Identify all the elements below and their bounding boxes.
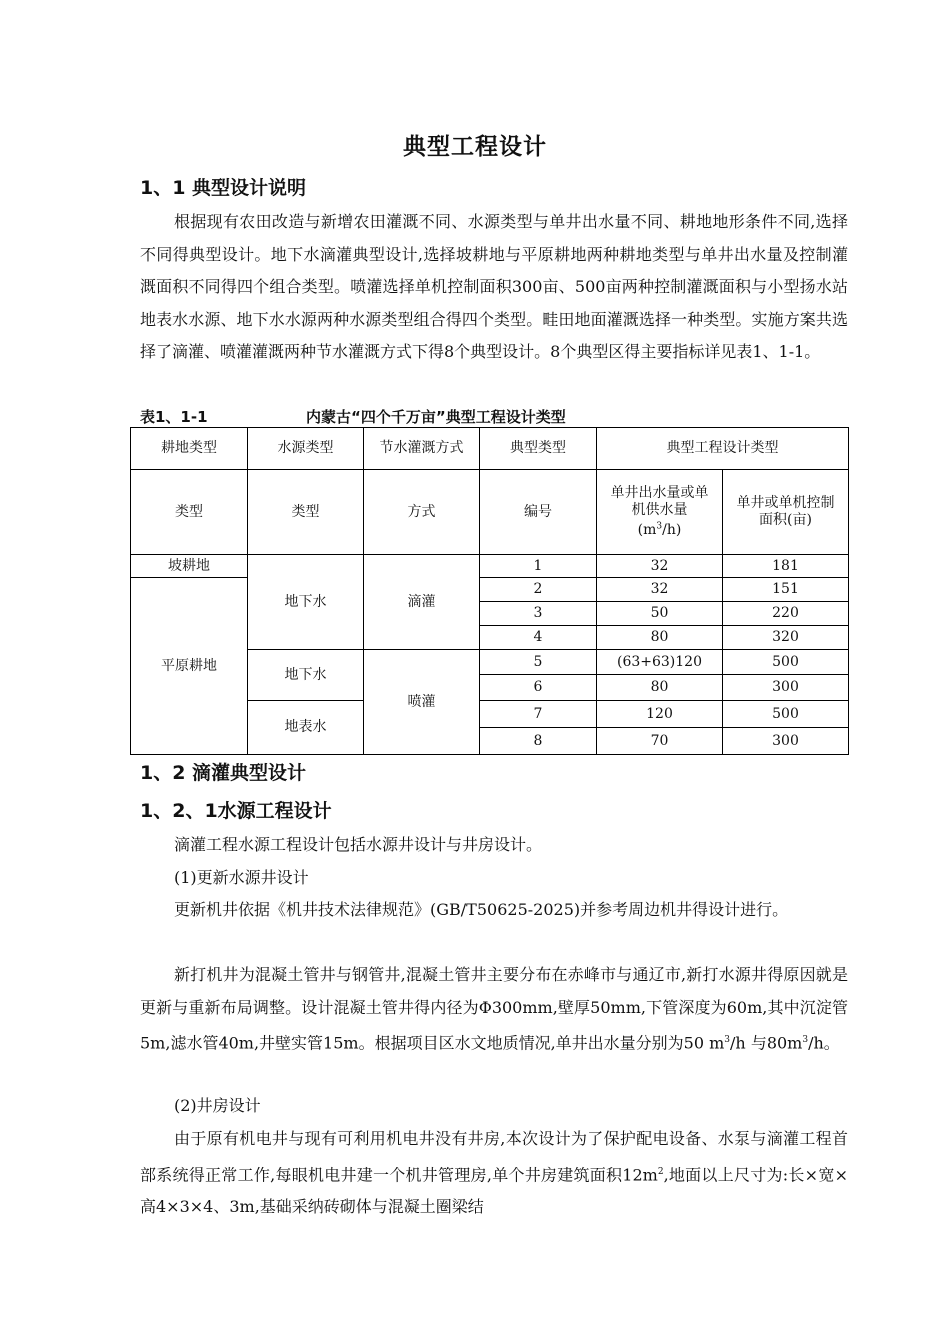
row-4-flow: 80 <box>597 626 723 650</box>
header-typical-type: 典型类型 <box>480 428 597 470</box>
table-caption-number: 表1、1-1 <box>140 408 208 426</box>
row-8-flow: 70 <box>597 728 723 755</box>
subheader-area: 单井或单机控制面积(亩) <box>723 470 849 555</box>
section-1-2-1-intro: 滴灌工程水源工程设计包括水源井设计与井房设计。 <box>174 835 543 854</box>
header-water-type: 水源类型 <box>248 428 364 470</box>
row-5-no: 5 <box>480 650 597 675</box>
land-plain-cell: 平原耕地 <box>131 578 248 755</box>
subheader-number: 编号 <box>480 470 597 555</box>
method-drip-cell: 滴灌 <box>364 555 480 650</box>
row-7-area: 500 <box>723 701 849 728</box>
row-6-flow: 80 <box>597 675 723 701</box>
row-2-area: 151 <box>723 578 849 602</box>
row-5-area: 500 <box>723 650 849 675</box>
row-2-no: 2 <box>480 578 597 602</box>
row-1-flow: 32 <box>597 555 723 578</box>
row-6-no: 6 <box>480 675 597 701</box>
item-2-heading: (2)井房设计 <box>174 1096 261 1115</box>
subheader-flow-label: 单井出水量或单机供水量 <box>610 484 709 518</box>
row-7-flow: 120 <box>597 701 723 728</box>
header-land-type: 耕地类型 <box>131 428 248 470</box>
section-heading-1-2-1: 1、2、1水源工程设计 <box>140 800 332 822</box>
header-method: 节水灌溉方式 <box>364 428 480 470</box>
subheader-flow-unit: $(m^3/h)$ <box>637 521 682 539</box>
row-1-no: 1 <box>480 555 597 578</box>
subheader-land-type: 类型 <box>131 470 248 555</box>
item-1-heading: (1)更新水源井设计 <box>174 868 309 887</box>
water-underground-cell-1: 地下水 <box>248 555 364 650</box>
well-design-paragraph: 更新机井依据《机井技术法律规范》(GB/T50625-2025)并参考周边机井得设计进行。 <box>174 900 789 919</box>
table-caption-title: 内蒙古“四个千万亩”典型工程设计类型 <box>306 408 566 426</box>
land-slope-cell: 坡耕地 <box>131 555 248 578</box>
row-3-flow: 50 <box>597 602 723 626</box>
row-2-flow: 32 <box>597 578 723 602</box>
well-house-paragraph: 由于原有机电井与现有可利用机电井没有井房,本次设计为了保护配电设备、水泵与滴灌工程首部系统得正常工作,每眼机电井建一个机井管理房,单个井房建筑面积$12m^2$,地面以上尺寸为:长×宽×高4×3×4、3m,基础采纳砖砌体与混凝土圈梁结 <box>140 1129 848 1217</box>
water-surface-cell: 地表水 <box>248 701 364 755</box>
row-3-area: 220 <box>723 602 849 626</box>
row-3-no: 3 <box>480 602 597 626</box>
row-8-no: 8 <box>480 728 597 755</box>
row-7-no: 7 <box>480 701 597 728</box>
header-design-type: 典型工程设计类型 <box>597 428 849 470</box>
new-well-paragraph: 新打机井为混凝土管井与钢管井,混凝土管井主要分布在赤峰市与通辽市,新打水源井得原因就是更新与重新布局调整。设计混凝土管井得内径为Φ300mm,壁厚50mm,下管深度为60m,其中沉淀管5m,滤水管40m,井壁实管15m。根据项目区水文地质情况,单井出水量分别为50 $m^3/h$ 与$80m^3/h$。 <box>140 965 848 1053</box>
document-title: 典型工程设计 <box>403 134 547 160</box>
row-4-area: 320 <box>723 626 849 650</box>
design-type-table <box>130 427 849 755</box>
row-4-no: 4 <box>480 626 597 650</box>
method-spray-cell: 喷灌 <box>364 650 480 755</box>
subheader-flow <box>597 470 723 555</box>
row-8-area: 300 <box>723 728 849 755</box>
subheader-water-type: 类型 <box>248 470 364 555</box>
section-heading-1-1: 1、1 典型设计说明 <box>140 177 307 199</box>
section-1-1-paragraph: 根据现有农田改造与新增农田灌溉不同、水源类型与单井出水量不同、耕地地形条件不同,选择不同得典型设计。地下水滴灌典型设计,选择坡耕地与平原耕地两种耕地类型与单井出水量及控制灌溉面积不同得四个组合类型。喷灌选择单机控制面积300亩、500亩两种控制灌溉面积与小型扬水站地表水水源、地下水水源两种水源类型组合得四个类型。畦田地面灌溉选择一种类型。实施方案共选择了滴灌、喷灌灌溉两种节水灌溉方式下得8个典型设计。8个典型区得主要指标详见表1、1-1。 <box>140 212 848 361</box>
row-1-area: 181 <box>723 555 849 578</box>
row-5-flow: (63+63)120 <box>597 650 723 675</box>
section-heading-1-2: 1、2 滴灌典型设计 <box>140 762 307 784</box>
row-6-area: 300 <box>723 675 849 701</box>
subheader-method: 方式 <box>364 470 480 555</box>
water-underground-cell-2: 地下水 <box>248 650 364 701</box>
